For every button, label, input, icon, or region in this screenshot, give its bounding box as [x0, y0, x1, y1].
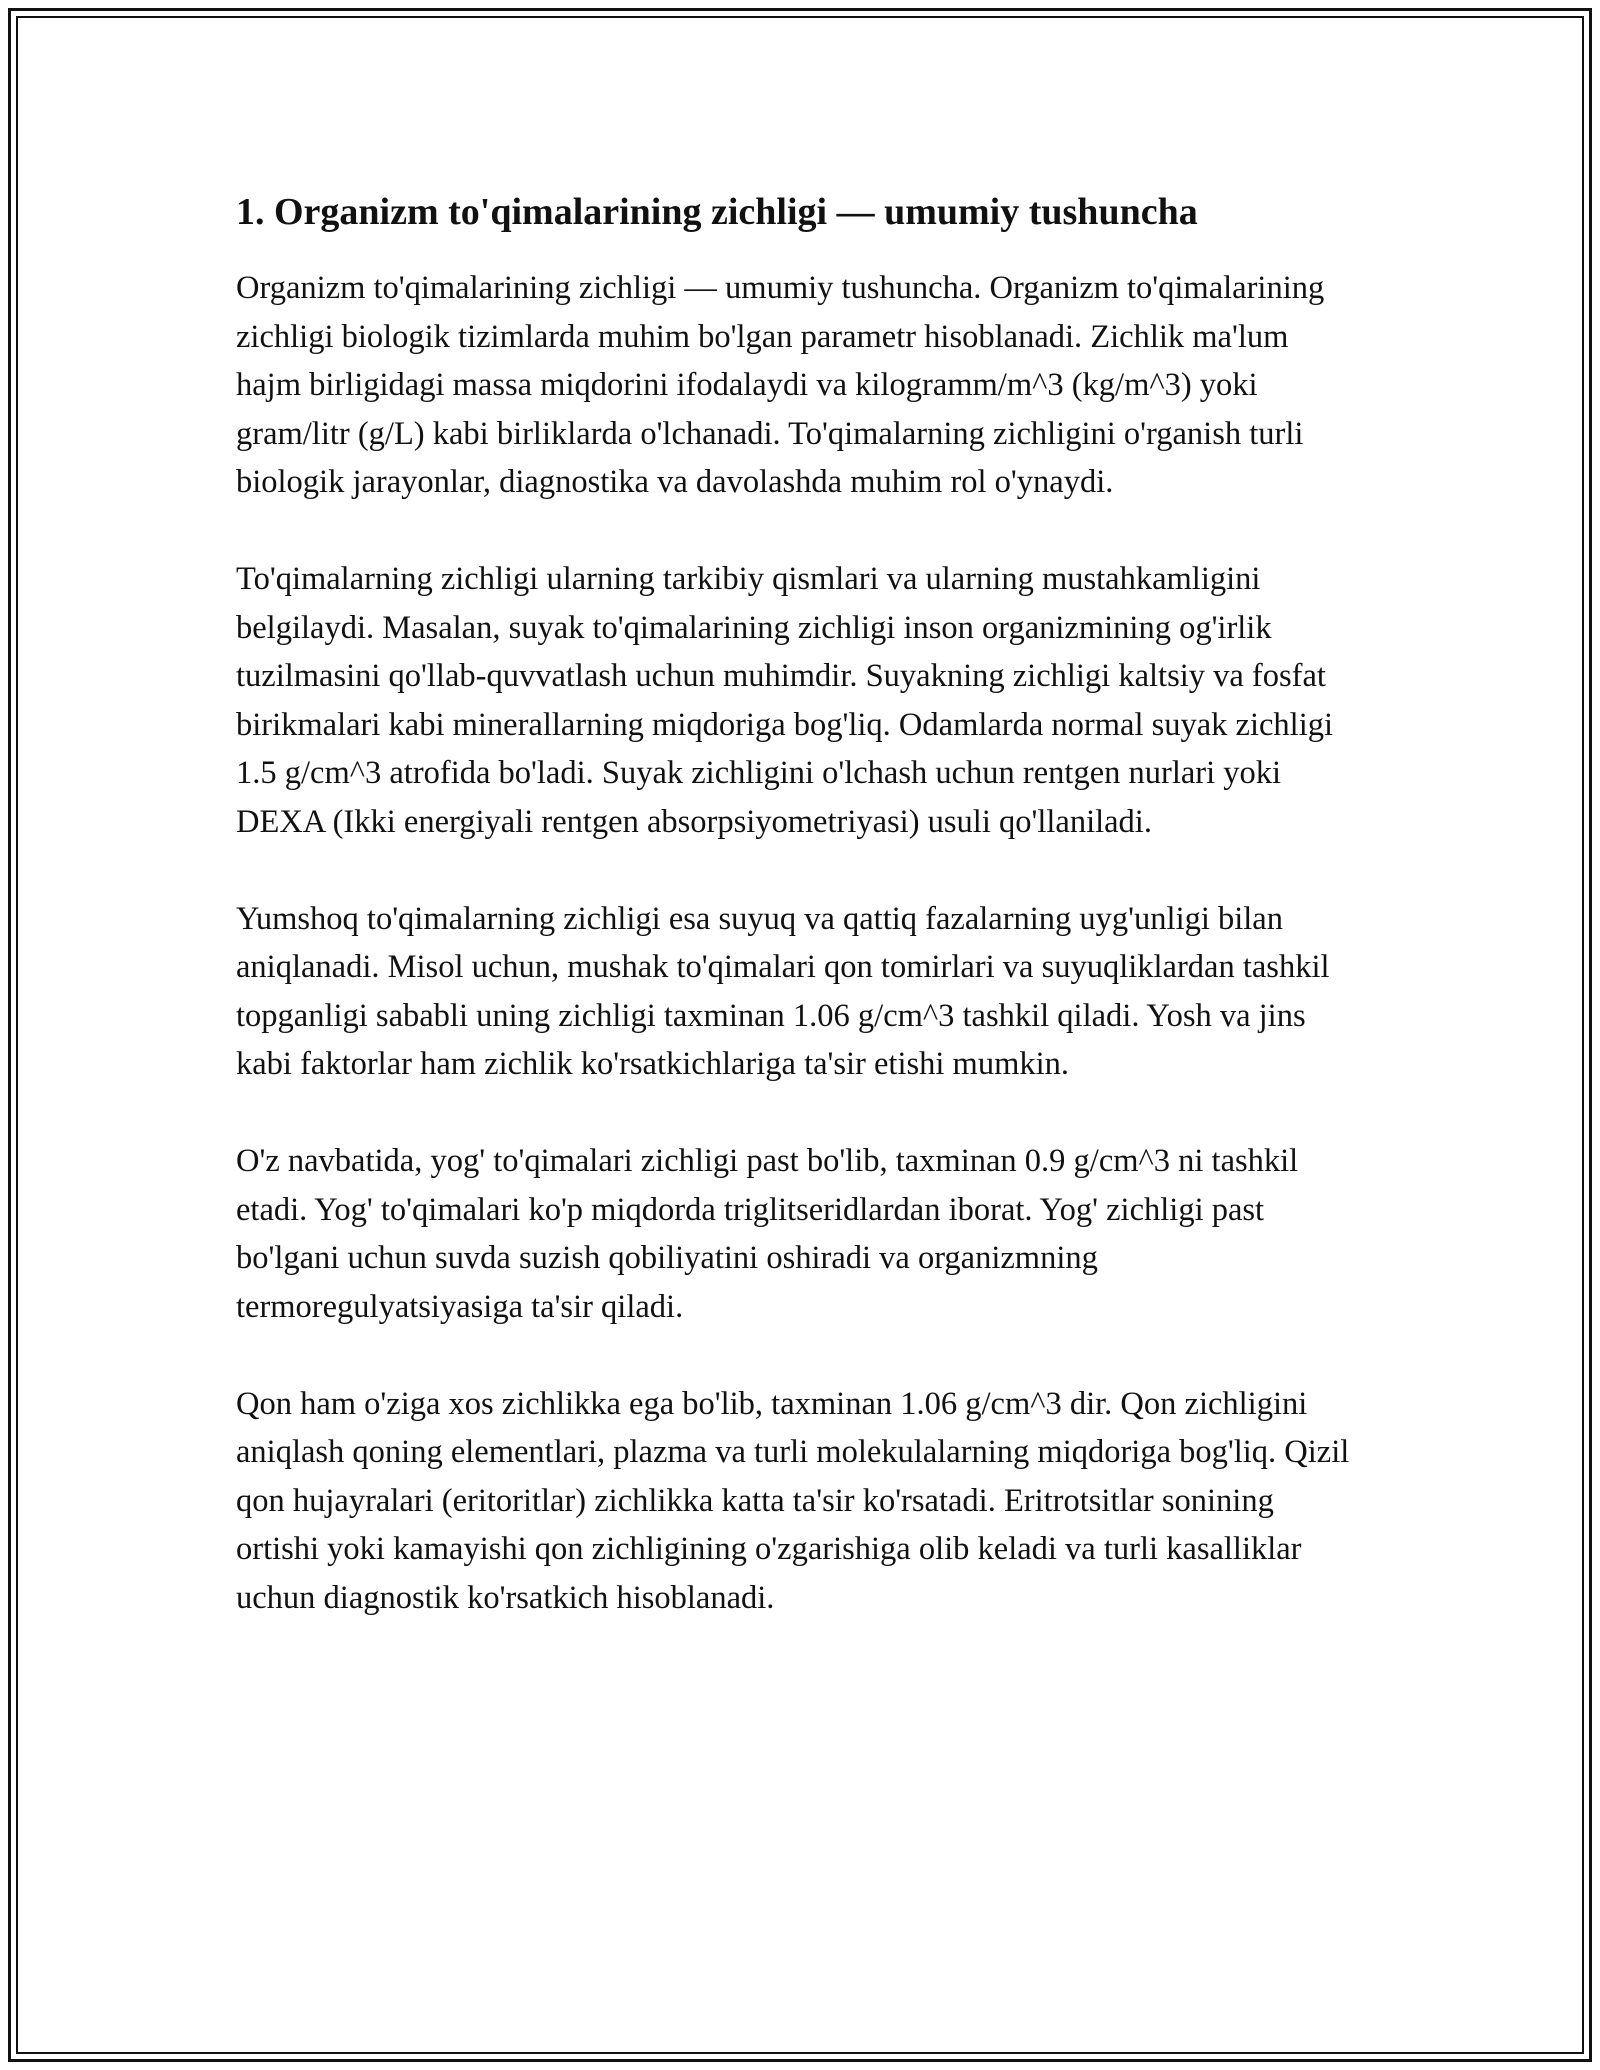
- paragraph-fat-tissue: O'z navbatida, yog' to'qimalari zichligi past bo'lib, taxminan 0.9 g/cm^3 ni tashkil etadi. Yog' to'qimalari ko'p miqdorda triglitseridlardan iborat. Yog' zichligi past bo'lgani uchun suvda suzish qobiliyatini oshiradi va organizmning termoregulyatsiyasiga ta'sir qiladi.: [236, 1143, 1299, 1325]
- paragraph-soft-tissue: Yumshoq to'qimalarning zichligi esa suyuq va qattiq fazalarning uyg'unligi bilan aniqlanadi. Misol uchun, mushak to'qimalari qon tomirlari va suyuqliklardan tashkil topganligi sababli uning zichligi taxminan 1.06 g/cm^3 tashkil qiladi. Yosh va jins kabi faktorlar ham zichlik ko'rsatkichlariga ta'sir etishi mumkin.: [236, 900, 1330, 1082]
- paragraph-intro: Organizm to'qimalarining zichligi — umumiy tushuncha. Organizm to'qimalarining zichligi biologik tizimlarda muhim bo'lgan parametr hisoblanadi. Zichlik ma'lum hajm birligidagi massa miqdorini ifodalaydi va kilogramm/m^3 (kg/m^3) yoki gram/litr (g/L) kabi birliklarda o'lchanadi. To'qimalarning zichligini o'rganish turli biologik jarayonlar, diagnostika va davolashda muhim rol o'ynaydi.: [236, 270, 1325, 500]
- document-body: [236, 186, 1356, 1671]
- paragraph-blood-density: Qon ham o'ziga xos zichlikka ega bo'lib, taxminan 1.06 g/cm^3 dir. Qon zichligini aniqlash qoning elementlari, plazma va turli molekulalarning miqdoriga bog'liq. Qizil qon hujayralari (eritoritlar) zichlikka katta ta'sir ko'rsatadi. Eritrotsitlar sonining ortishi yoki kamayishi qon zichligining o'zgarishiga olib keladi va turli kasalliklar uchun diagnostik ko'rsatkich hisoblanadi.: [236, 1385, 1350, 1616]
- section-heading: 1. Organizm to'qimalarining zichligi — umumiy tushuncha: [236, 191, 1198, 233]
- paragraph-bone-density: To'qimalarning zichligi ularning tarkibiy qismlari va ularning mustahkamligini belgilaydi. Masalan, suyak to'qimalarining zichligi inson organizmining og'irlik tuzilmasini qo'llab-quvvatlash uchun muhimdir. Suyakning zichligi kaltsiy va fosfat birikmalari kabi minerallarning miqdoriga bog'liq. Odamlarda normal suyak zichligi 1.5 g/cm^3 atrofida bo'ladi. Suyak zichligini o'lchash uchun rentgen nurlari yoki DEXA (Ikki energiyali rentgen absorpsiyometriyasi) usuli qo'llaniladi.: [236, 561, 1334, 840]
